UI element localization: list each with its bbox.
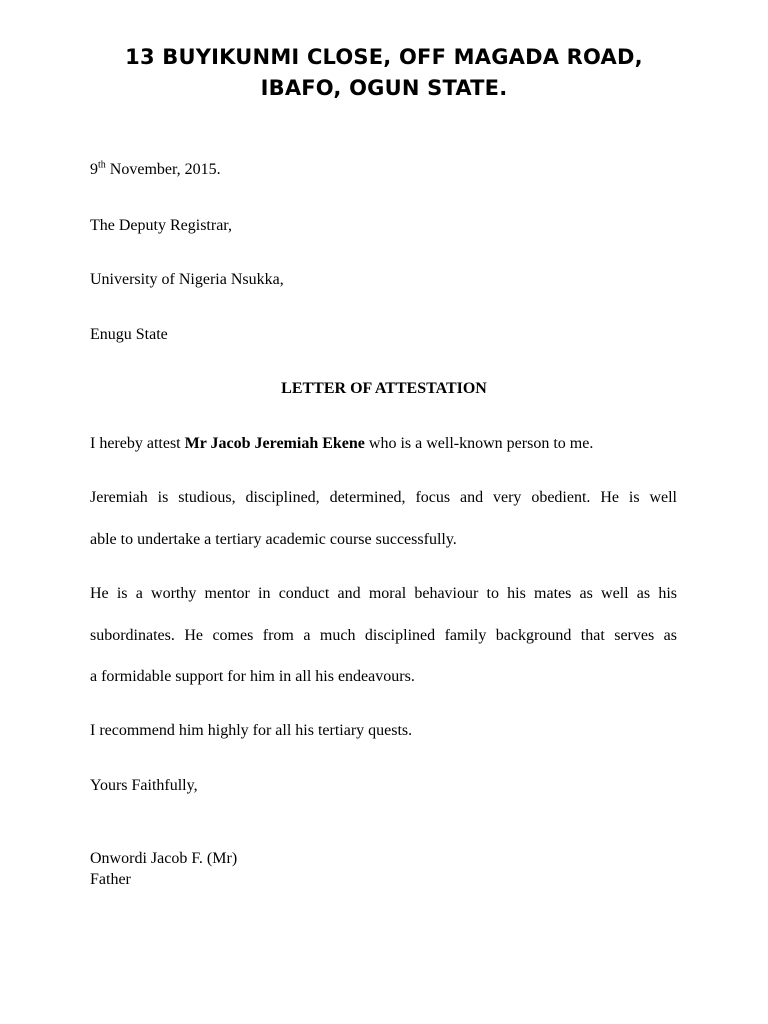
paragraph-3-line-1: He is a worthy mentor in conduct and moral behaviour to his mates as well as his	[90, 585, 677, 602]
paragraph-2-line-1: Jeremiah is studious, disciplined, determined, focus and very obedient. He is well	[90, 489, 677, 506]
letter-heading: LETTER OF ATTESTATION	[281, 380, 487, 397]
signer-name: Onwordi Jacob F. (Mr)	[90, 850, 238, 867]
date-rest: November, 2015.	[105, 161, 221, 178]
paragraph-3-line-3: a formidable support for him in all his endeavours.	[90, 668, 415, 685]
address-line-1: 13 BUYIKUNMI CLOSE, OFF MAGADA ROAD,	[125, 45, 643, 69]
date-day: 9	[90, 161, 98, 178]
attest-text-after: who is a well-known person to me.	[364, 435, 594, 452]
attest-paragraph	[90, 434, 593, 454]
attest-text-before: I hereby attest	[90, 435, 185, 452]
closing-salutation: Yours Faithfully,	[90, 777, 198, 794]
recommendation-paragraph: I recommend him highly for all his tertiary quests.	[90, 722, 413, 739]
recipient-title: The Deputy Registrar,	[90, 217, 232, 234]
recipient-institution: University of Nigeria Nsukka,	[90, 271, 284, 288]
paragraph-2-line-2: able to undertake a tertiary academic course successfully.	[90, 531, 457, 548]
letter-date	[90, 160, 221, 180]
signer-relation: Father	[90, 871, 131, 888]
recipient-state: Enugu State	[90, 326, 168, 343]
paragraph-3-line-2: subordinates. He comes from a much disciplined family background that serves as	[90, 627, 677, 644]
date-suffix: th	[98, 159, 106, 171]
candidate-name: Mr Jacob Jeremiah Ekene	[184, 435, 365, 452]
address-line-2: IBAFO, OGUN STATE.	[260, 76, 508, 100]
